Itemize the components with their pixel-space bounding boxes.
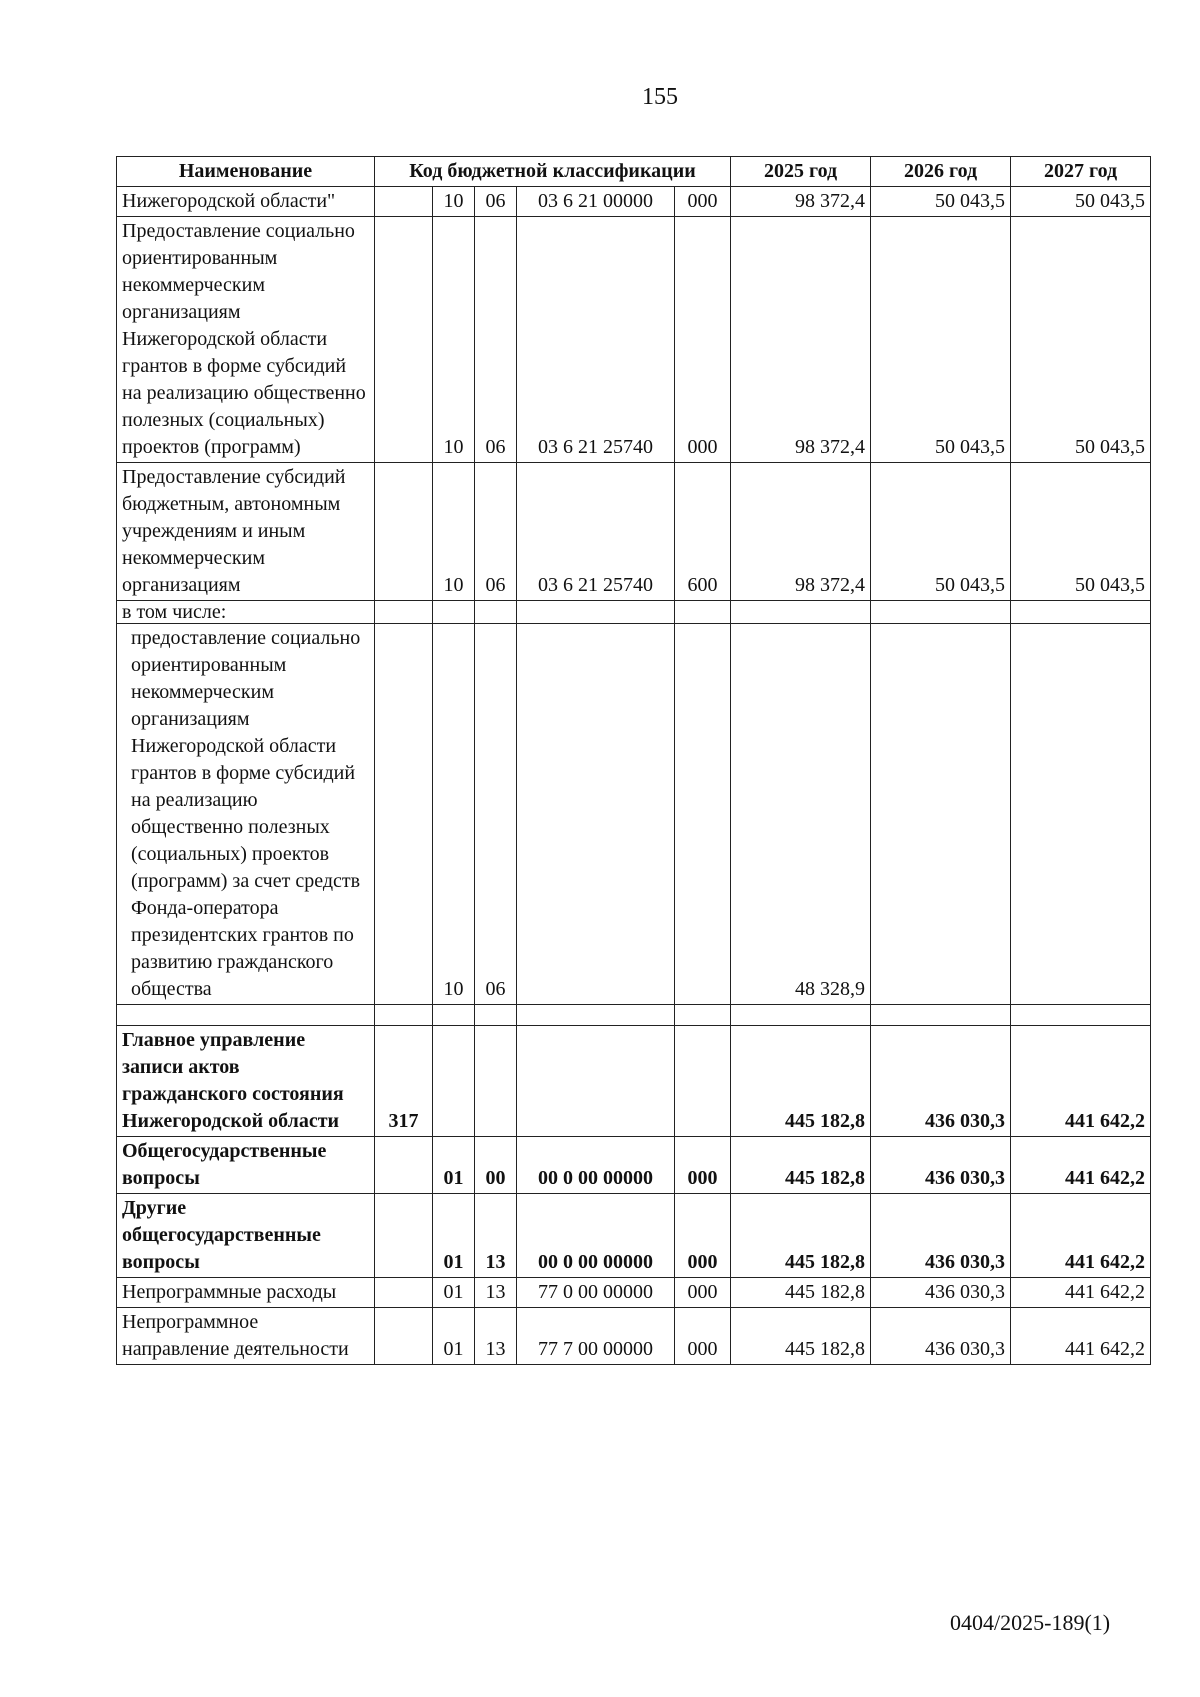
row-name: Предоставление социально ориентированным некоммерческим организациям Нижегородской области грантов в форме субсидий на реализацию общественно полезных (социальных) проектов (программ) (117, 217, 375, 463)
cell-2027: 50 043,5 (1011, 217, 1151, 463)
cell-vr: 000 (675, 187, 731, 217)
cell-csr: 03 6 21 25740 (517, 463, 675, 601)
cell-2025: 98 372,4 (731, 187, 871, 217)
cell-2027: 441 642,2 (1011, 1278, 1151, 1308)
cell-2027: 441 642,2 (1011, 1026, 1151, 1137)
cell-2025: 48 328,9 (731, 624, 871, 1005)
cell-rz: 10 (433, 187, 475, 217)
cell-rz: 01 (433, 1278, 475, 1308)
cell-vr (675, 624, 731, 1005)
cell-csr (517, 601, 675, 624)
cell-2026: 50 043,5 (871, 187, 1011, 217)
cell-pr: 13 (475, 1194, 517, 1278)
cell-csr (517, 1005, 675, 1026)
cell-csr: 00 0 00 00000 (517, 1137, 675, 1194)
row-name: Общегосударственные вопросы (117, 1137, 375, 1194)
cell-vr: 000 (675, 1308, 731, 1365)
document-code: 0404/2025-189(1) (950, 1610, 1111, 1635)
header-name: Наименование (117, 157, 375, 187)
table-header-row (117, 157, 1151, 187)
cell-grbs: 317 (375, 1026, 433, 1137)
cell-pr: 06 (475, 463, 517, 601)
table-row (117, 1278, 1151, 1308)
cell-grbs (375, 1005, 433, 1026)
cell-grbs (375, 624, 433, 1005)
cell-vr: 000 (675, 1194, 731, 1278)
cell-csr (517, 624, 675, 1005)
page-number: 155 (642, 84, 678, 110)
cell-rz: 01 (433, 1137, 475, 1194)
cell-pr: 13 (475, 1278, 517, 1308)
cell-2026 (871, 624, 1011, 1005)
row-name (117, 1005, 375, 1026)
row-name: Непрограммное направление деятельности (117, 1308, 375, 1365)
cell-pr: 06 (475, 624, 517, 1005)
cell-rz: 01 (433, 1308, 475, 1365)
cell-2025: 98 372,4 (731, 217, 871, 463)
cell-pr: 00 (475, 1137, 517, 1194)
cell-2025: 445 182,8 (731, 1308, 871, 1365)
cell-rz: 10 (433, 217, 475, 463)
cell-grbs (375, 217, 433, 463)
cell-vr (675, 1005, 731, 1026)
row-name: в том числе: (117, 601, 375, 624)
cell-2025 (731, 601, 871, 624)
cell-2025: 445 182,8 (731, 1137, 871, 1194)
cell-vr: 000 (675, 1137, 731, 1194)
cell-grbs (375, 1278, 433, 1308)
cell-2026: 50 043,5 (871, 217, 1011, 463)
header-2025: 2025 год (731, 157, 871, 187)
cell-grbs (375, 1137, 433, 1194)
cell-2027: 50 043,5 (1011, 463, 1151, 601)
budget-table (116, 156, 1151, 1365)
cell-2026 (871, 601, 1011, 624)
cell-rz: 01 (433, 1194, 475, 1278)
header-budget-code: Код бюджетной классификации (375, 157, 731, 187)
cell-rz (433, 601, 475, 624)
cell-rz (433, 1026, 475, 1137)
table-row (117, 217, 1151, 463)
cell-csr: 03 6 21 00000 (517, 187, 675, 217)
cell-2026: 436 030,3 (871, 1278, 1011, 1308)
table-row (117, 624, 1151, 1005)
row-name: Нижегородской области" (117, 187, 375, 217)
table-row (117, 1137, 1151, 1194)
cell-pr (475, 601, 517, 624)
cell-pr: 13 (475, 1308, 517, 1365)
table-row (117, 601, 1151, 624)
cell-vr: 000 (675, 217, 731, 463)
cell-2027: 441 642,2 (1011, 1194, 1151, 1278)
table-row-spacer (117, 1005, 1151, 1026)
cell-csr (517, 1026, 675, 1137)
cell-2025: 98 372,4 (731, 463, 871, 601)
header-2026: 2026 год (871, 157, 1011, 187)
cell-pr: 06 (475, 187, 517, 217)
row-name: Другие общегосударственные вопросы (117, 1194, 375, 1278)
cell-2027 (1011, 1005, 1151, 1026)
cell-csr: 77 0 00 00000 (517, 1278, 675, 1308)
cell-2026: 436 030,3 (871, 1026, 1011, 1137)
cell-pr (475, 1026, 517, 1137)
cell-2026: 436 030,3 (871, 1308, 1011, 1365)
cell-2025: 445 182,8 (731, 1026, 871, 1137)
cell-csr: 00 0 00 00000 (517, 1194, 675, 1278)
cell-grbs (375, 1308, 433, 1365)
cell-2027: 441 642,2 (1011, 1137, 1151, 1194)
table-row (117, 1026, 1151, 1137)
cell-rz (433, 1005, 475, 1026)
cell-pr: 06 (475, 217, 517, 463)
cell-2026: 436 030,3 (871, 1194, 1011, 1278)
cell-grbs (375, 187, 433, 217)
cell-2025: 445 182,8 (731, 1194, 871, 1278)
cell-grbs (375, 463, 433, 601)
cell-rz: 10 (433, 624, 475, 1005)
cell-2027: 441 642,2 (1011, 1308, 1151, 1365)
row-name: предоставление социально ориентированным некоммерческим организациям Нижегородской области грантов в форме субсидий на реализацию общественно полезных (социальных) проектов (программ) за счет средств Фонда-оператора президентских грантов по развитию гражданского общества (117, 624, 375, 1005)
cell-grbs (375, 1194, 433, 1278)
cell-csr: 03 6 21 25740 (517, 217, 675, 463)
cell-2027: 50 043,5 (1011, 187, 1151, 217)
table-row (117, 1308, 1151, 1365)
cell-grbs (375, 601, 433, 624)
row-name: Главное управление записи актов гражданского состояния Нижегородской области (117, 1026, 375, 1137)
row-name: Непрограммные расходы (117, 1278, 375, 1308)
cell-rz: 10 (433, 463, 475, 601)
cell-2025: 445 182,8 (731, 1278, 871, 1308)
cell-vr: 000 (675, 1278, 731, 1308)
cell-2027 (1011, 624, 1151, 1005)
cell-2026: 436 030,3 (871, 1137, 1011, 1194)
cell-vr (675, 601, 731, 624)
cell-pr (475, 1005, 517, 1026)
table-row (117, 1194, 1151, 1278)
cell-vr: 600 (675, 463, 731, 601)
cell-2025 (731, 1005, 871, 1026)
table-row (117, 187, 1151, 217)
cell-2026: 50 043,5 (871, 463, 1011, 601)
table-row (117, 463, 1151, 601)
cell-2027 (1011, 601, 1151, 624)
header-2027: 2027 год (1011, 157, 1151, 187)
cell-csr: 77 7 00 00000 (517, 1308, 675, 1365)
row-name: Предоставление субсидий бюджетным, автономным учреждениям и иным некоммерческим организациям (117, 463, 375, 601)
cell-2026 (871, 1005, 1011, 1026)
cell-vr (675, 1026, 731, 1137)
